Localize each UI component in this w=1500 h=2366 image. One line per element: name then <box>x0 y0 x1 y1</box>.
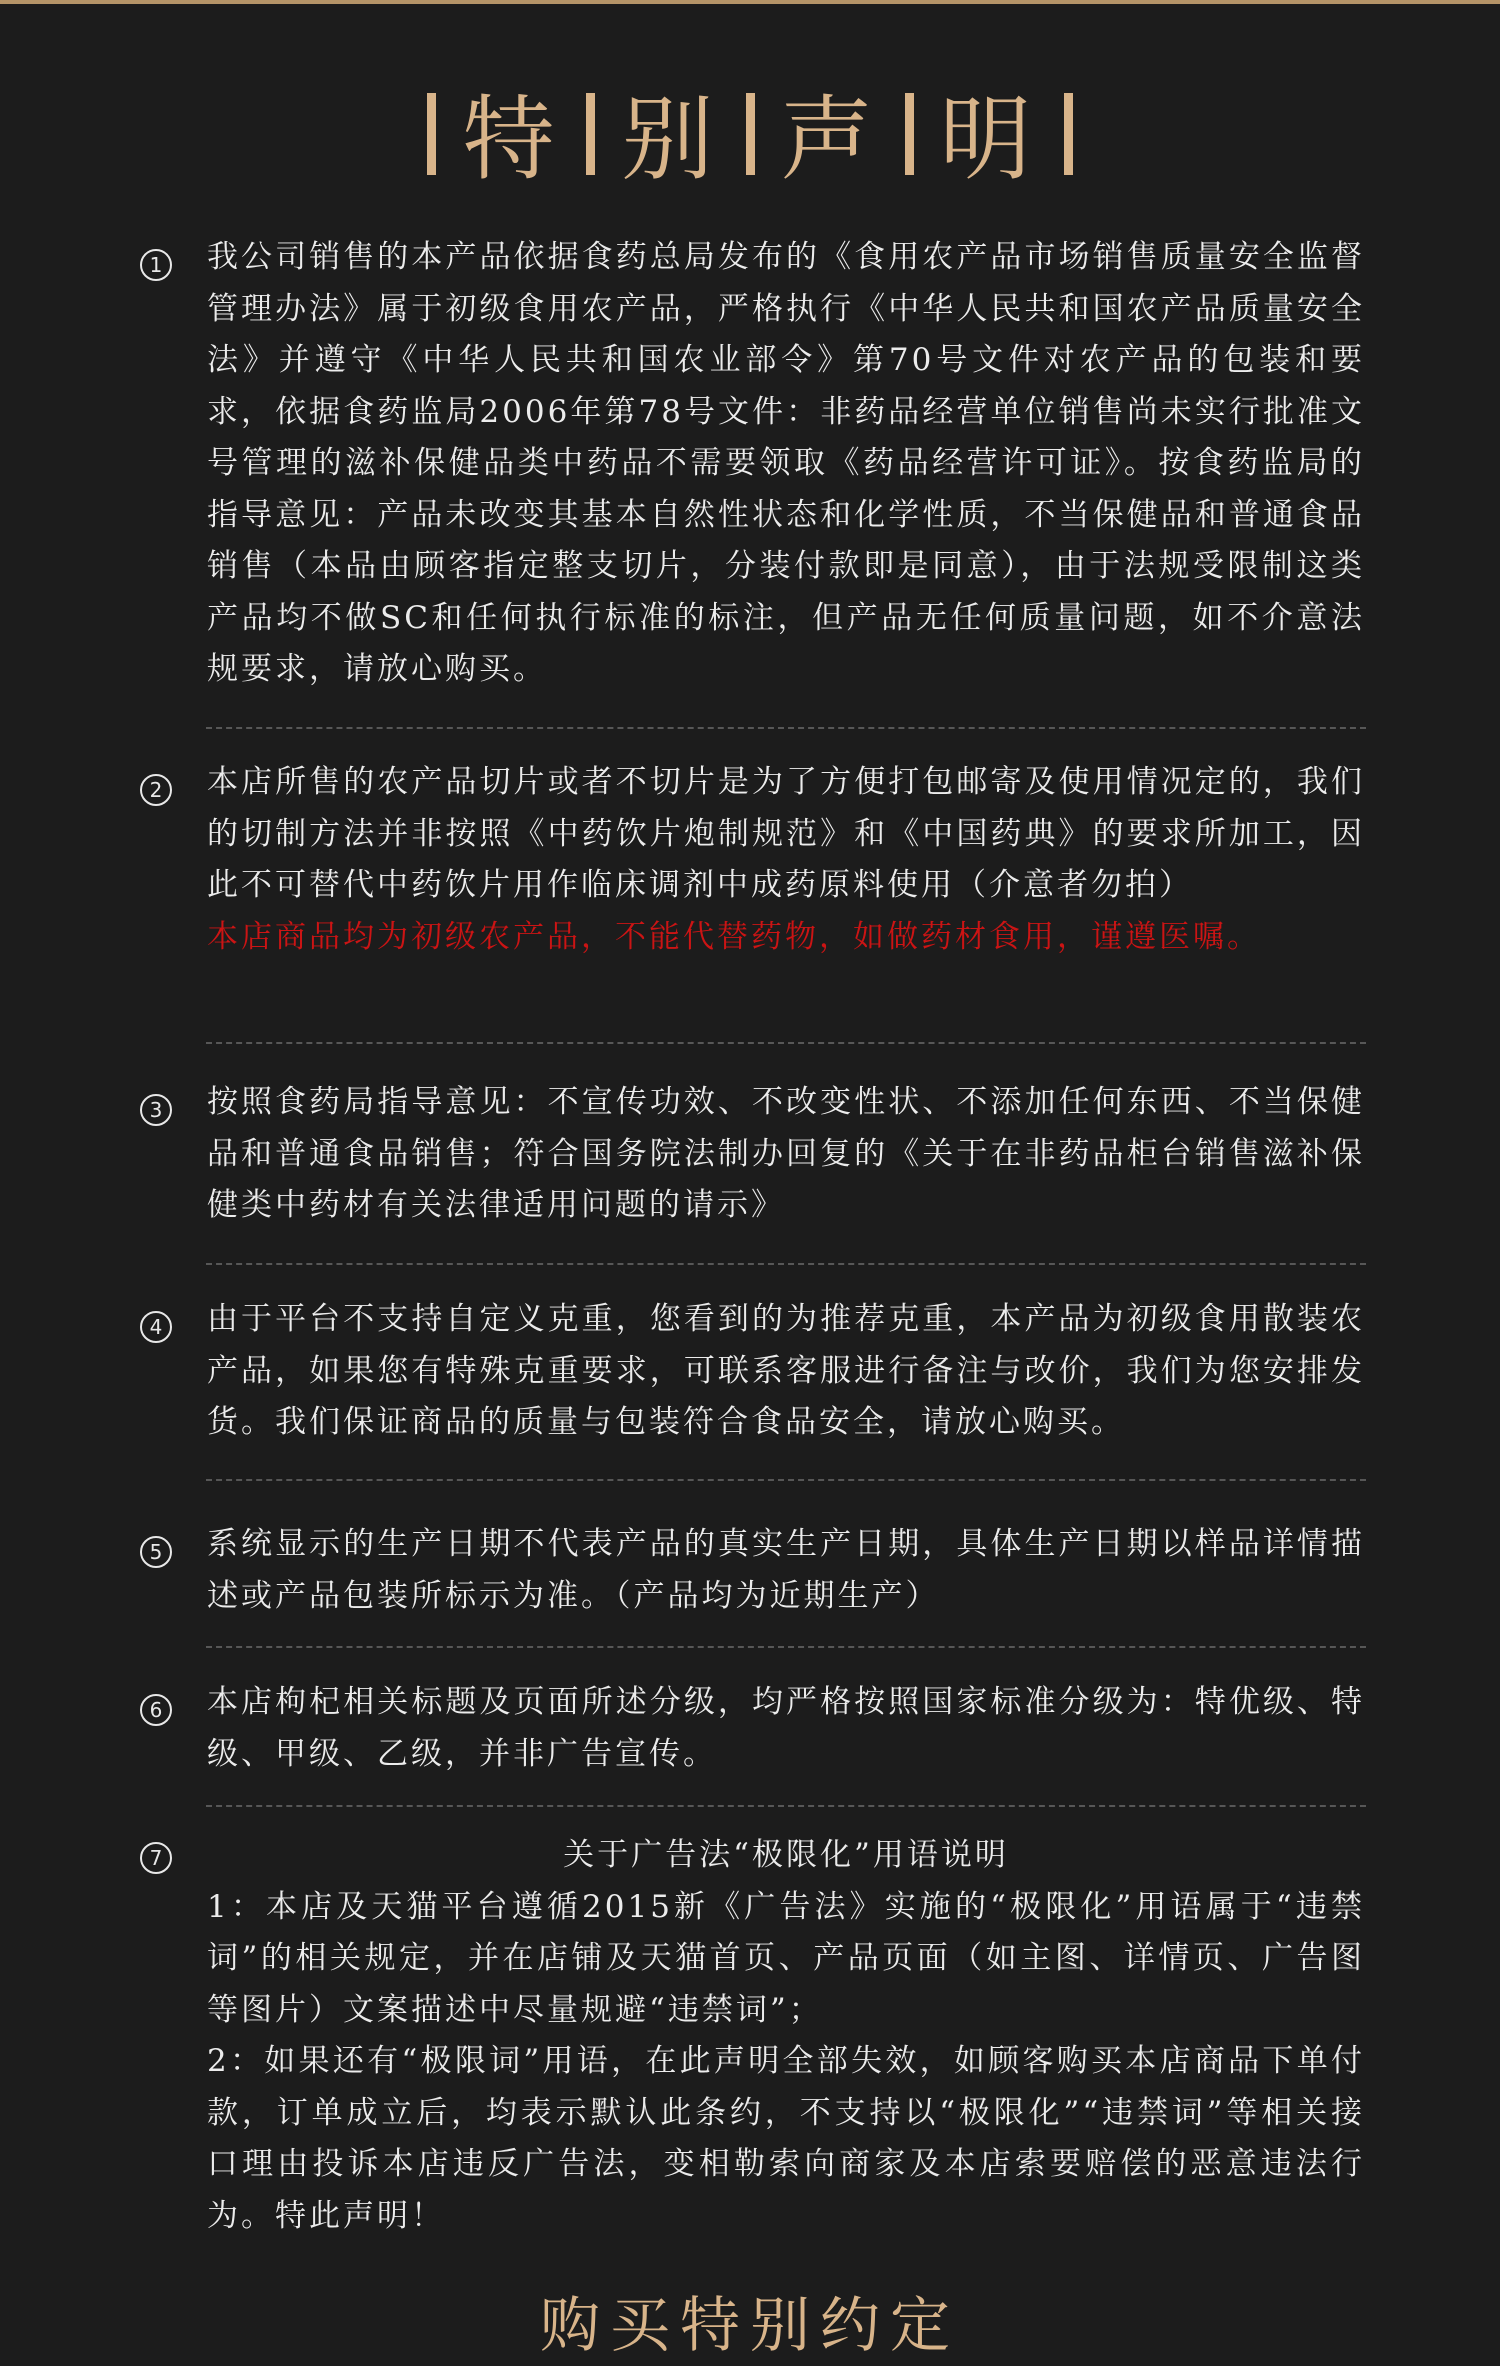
title-divider-bar <box>905 93 914 175</box>
title-divider-bar <box>427 93 436 175</box>
section-paragraph: 按照食药局指导意见：不宣传功效、不改变性状、不添加任何东西、不当保健品和普通食品销售；符合国务院法制办回复的《关于在非药品柜台销售滋补保健类中药材有关法律适用问题的请示》 <box>207 1084 1365 1223</box>
section-paragraph: 由于平台不支持自定义克重，您看到的为推荐克重，本产品为初级食用散装农产品，如果您有特殊克重要求，可联系客服进行备注与改价，我们为您安排发货。我们保证商品的质量与包装符合食品安全，请放心购买。 <box>207 1301 1365 1440</box>
dashed-divider <box>206 1042 1366 1044</box>
top-accent-line <box>0 0 1500 4</box>
title-char: 明 <box>939 86 1038 194</box>
page-title <box>0 78 1500 195</box>
title-char: 声 <box>780 86 879 194</box>
title-divider-bar <box>1064 93 1073 175</box>
circled-number-7: 7 <box>140 1842 172 1874</box>
section-text <box>207 1519 1365 1622</box>
section-text <box>207 1077 1365 1232</box>
circled-number-5: 5 <box>140 1536 172 1568</box>
section-text <box>207 1294 1365 1449</box>
title-divider-bar <box>746 93 755 175</box>
section-paragraph: 本店枸杞相关标题及页面所述分级，均严格按照国家标准分级为：特优级、特级、甲级、乙级，并非广告宣传。 <box>207 1684 1365 1772</box>
title-char: 特 <box>462 86 561 194</box>
circled-number-6: 6 <box>140 1694 172 1726</box>
section-text <box>207 232 1365 696</box>
title-char: 别 <box>621 86 720 194</box>
section-text <box>207 757 1365 963</box>
warning-text: 本店商品均为初级农产品，不能代替药物，如做药材食用，谨遵医嘱。 <box>207 918 1261 955</box>
section-text <box>207 1677 1365 1780</box>
circled-number-3: 3 <box>140 1094 172 1126</box>
circled-number-2: 2 <box>140 774 172 806</box>
dashed-divider <box>206 1263 1366 1265</box>
section-paragraph: 1：本店及天猫平台遵循2015新《广告法》实施的“极限化”用语属于“违禁词”的相关规定，并在店铺及天猫首页、产品页面（如主图、详情页、广告图等图片）文案描述中尽量规避“违禁词”； <box>207 1888 1365 2028</box>
dashed-divider <box>206 1646 1366 1648</box>
dashed-divider <box>206 1479 1366 1481</box>
title-divider-bar <box>586 93 595 175</box>
section-heading: 关于广告法“极限化”用语说明 <box>563 1837 1009 1873</box>
dashed-divider <box>206 727 1366 729</box>
section-paragraph: 本店所售的农产品切片或者不切片是为了方便打包邮寄及使用情况定的，我们的切制方法并非按照《中药饮片炮制规范》和《中国药典》的要求所加工，因此不可替代中药饮片用作临床调剂中成药原料使用（介意者勿拍） <box>207 764 1365 903</box>
section-text <box>207 1830 1365 2242</box>
circled-number-4: 4 <box>140 1311 172 1343</box>
section-paragraph: 2：如果还有“极限词”用语，在此声明全部失效，如顾客购买本店商品下单付款，订单成立后，均表示默认此条约，不支持以“极限化”“违禁词”等相关接口理由投诉本店违反广告法，变相勒索向商家及本店索要赔偿的恶意违法行为。特此声明！ <box>207 2043 1365 2234</box>
bottom-section-heading: 购买特别约定 <box>540 2291 960 2361</box>
section-paragraph: 系统显示的生产日期不代表产品的真实生产日期，具体生产日期以样品详情描述或产品包装所标示为准。（产品均为近期生产） <box>207 1526 1365 1614</box>
circled-number-1: 1 <box>140 249 172 281</box>
section-paragraph: 我公司销售的本产品依据食药总局发布的《食用农产品市场销售质量安全监督管理办法》属于初级食用农产品，严格执行《中华人民共和国农产品质量安全法》并遵守《中华人民共和国农业部令》第70号文件对农产品的包装和要求，依据食药监局2006年第78号文件：非药品经营单位销售尚未实行批准文号管理的滋补保健品类中药品不需要领取《药品经营许可证》。按食药监局的指导意见：产品未改变其基本自然性状态和化学性质，不当保健品和普通食品销售（本品由顾客指定整支切片，分装付款即是同意），由于法规受限制这类产品均不做SC和任何执行标准的标注，但产品无任何质量问题，如不介意法规要求，请放心购买。 <box>207 239 1365 687</box>
dashed-divider <box>206 1805 1366 1807</box>
